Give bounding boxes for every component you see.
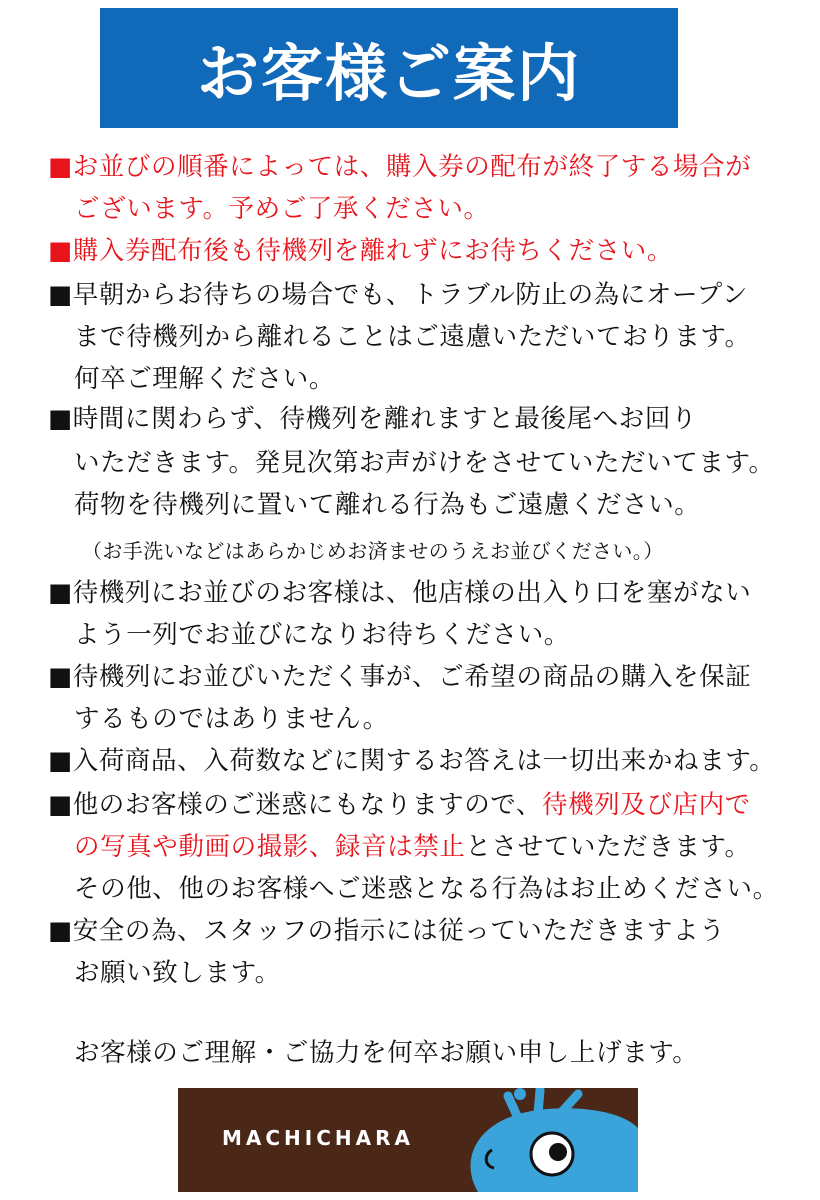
notice-line-5: まで待機列から離れることはご遠慮いただいております。 bbox=[74, 322, 751, 352]
notice-line-16: ■他のお客様のご迷惑にもなりますので、待機列及び店内で bbox=[48, 790, 751, 820]
notice-line-9: 荷物を待機列に置いて離れる行為もご遠慮ください。 bbox=[74, 490, 701, 520]
notice-line-20: お願い致します。 bbox=[74, 958, 281, 988]
page-title: お客様ご案内 bbox=[196, 36, 581, 110]
notice-line-2: ございます。予めご了承ください。 bbox=[74, 194, 490, 224]
notice-line-15: ■入荷商品、入荷数などに関するお答えは一切出来かねます。 bbox=[48, 746, 776, 776]
notice-line-18: その他、他のお客様へご迷惑となる行為はお止めください。 bbox=[74, 874, 779, 904]
notice-line-12: よう一列でお並びになりお待ちください。 bbox=[74, 620, 570, 650]
title-banner bbox=[100, 8, 678, 128]
notice-line-14: するものではありません。 bbox=[74, 704, 389, 734]
notice-line-11: ■待機列にお並びのお客様は、他店様の出入り口を塞がない bbox=[48, 578, 752, 608]
mascot-icon bbox=[448, 1088, 638, 1192]
notice-line-17: の写真や動画の撮影、録音は禁止とさせていただきます。 bbox=[74, 832, 751, 862]
notice-line-10: （お手洗いなどはあらかじめお済ませのうえお並びください。） bbox=[82, 539, 664, 563]
notice-line-3: ■購入券配布後も待機列を離れずにお待ちください。 bbox=[48, 236, 673, 266]
notice-line-6: 何卒ご理解ください。 bbox=[74, 364, 336, 394]
notice-line-7: ■時間に関わらず、待機列を離れますと最後尾へお回り bbox=[48, 404, 698, 434]
warning-text-red: の写真や動画の撮影、録音は禁止 bbox=[74, 832, 466, 862]
notice-line-19: ■安全の為、スタッフの指示には従っていただきますよう bbox=[48, 916, 726, 946]
warning-text-red: 待機列及び店内で bbox=[541, 790, 751, 820]
notice-line-1: ■お並びの順番によっては、購入券の配布が終了する場合が bbox=[48, 152, 752, 182]
notice-line-13: ■待機列にお並びいただく事が、ご希望の商品の購入を保証 bbox=[48, 662, 752, 692]
notice-line-4: ■早朝からお待ちの場合でも、トラブル防止の為にオープン bbox=[48, 280, 748, 310]
machichara-logo bbox=[178, 1088, 638, 1192]
logo-text: MACHICHARA bbox=[222, 1126, 415, 1150]
notice-line-8: いただきます。発見次第お声がけをさせていただいてます。 bbox=[74, 448, 775, 478]
closing-message: お客様のご理解・ご協力を何卒お願い申し上げます。 bbox=[74, 1038, 699, 1068]
